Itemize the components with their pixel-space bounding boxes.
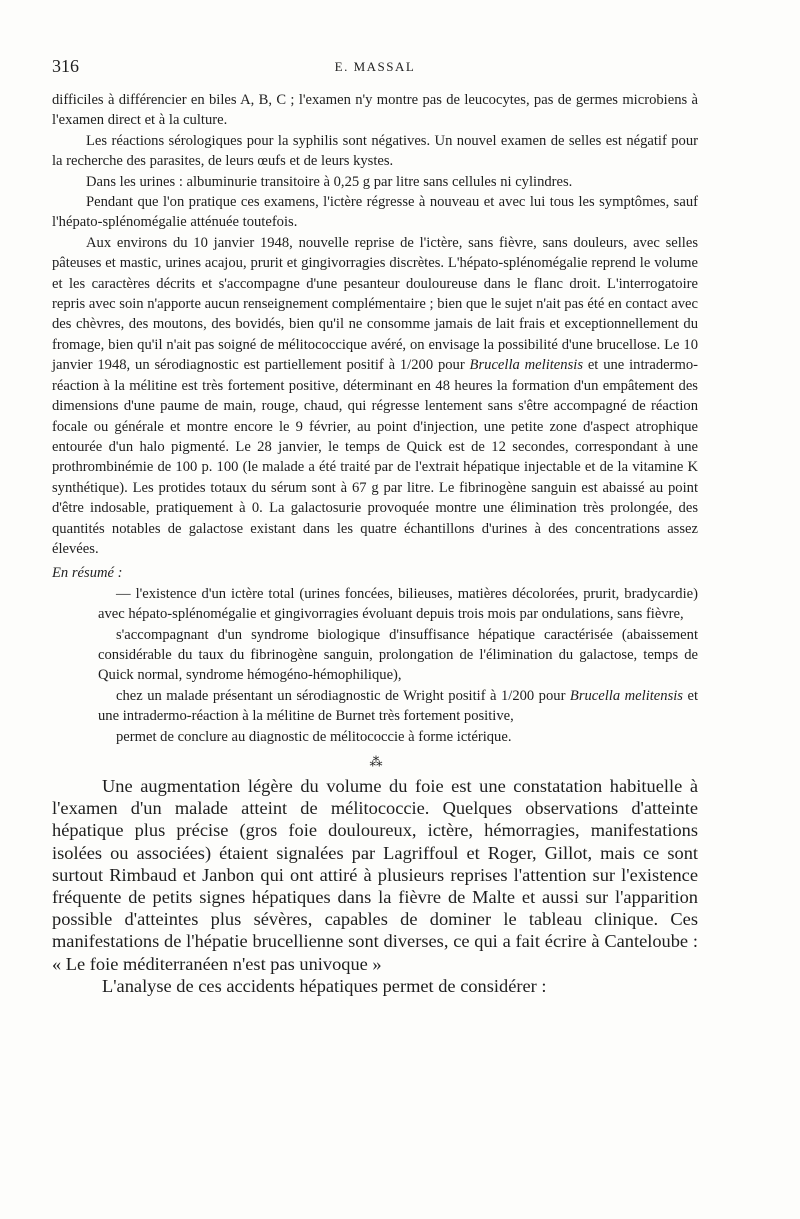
paragraph: L'analyse de ces accidents hépatiques permet de considérer : xyxy=(102,975,547,996)
summary-item: s'accompagnant d'un syndrome biologique d'insuffisance hépatique caractérisée (abaissement considérable du taux du fibrinogène sanguin, prolongation de l'élimination du galactose, temps de Quick normal, syndrome hémogéno-hémophilique), xyxy=(98,626,698,684)
asterism-divider: ⁂ xyxy=(369,754,381,769)
paragraph: Dans les urines : albuminurie transitoire à 0,25 g par litre sans cellules ni cylindres. xyxy=(86,173,573,190)
paragraph-text: Aux environs du 10 janvier 1948, nouvelle reprise de l'ictère, sans fièvre, sans douleurs, avec selles pâteuses et mastic, urines acajou, prurit et gingivorragies discrètes. L'hépato-splénomégalie reprend le volume et les caractères décrits et s'accompagne d'une pesanteur douloureuse dans le flanc droit. L'interrogatoire repris avec soin n'apporte aucun renseignement complémentaire ; bien que le sujet n'ait pas été en contact avec des chèvres, des moutons, des bovidés, bien qu'il ne consomme jamais de lait frais et exceptionnellement du fromage, bien qu'il n'ait pas soigné de mélitococcique avéré, on envisage la possibilité d'une brucellose. Le 10 janvier 1948, un sérodiagnostic est partiellement positif à 1/200 pour xyxy=(52,234,698,374)
paragraph: Une augmentation légère du volume du foie est une constatation habituelle à l'examen d'un malade atteint de mélitococcie. Quelques observations d'atteinte hépatique plus précise (gros foie douloureux, ictère, hémorragies, manifestations isolées ou associées) étaient signalées par Lagriffoul et Roger, Gillot, mais ce sont surtout Rimbaud et Janbon qui ont attiré à plusieurs reprises l'attention sur l'existence fréquente de petits signes hépatiques dans la fièvre de Malte et aussi sur l'apparition possible d'atteintes plus sévères, capables de dominer le tableau clinique. Ces manifestations de l'hépatie brucellienne sont diverses, ce qui a fait écrire à Canteloube : « Le foie méditerranéen n'est pas univoque » xyxy=(52,776,698,974)
paragraph: Pendant que l'on pratique ces examens, l'ictère régresse à nouveau et avec lui tous les symptômes, sauf l'hépato-splénomégalie atténuée toutefois. xyxy=(52,194,698,231)
page xyxy=(52,56,698,997)
summary-text: chez un malade présentant un sérodiagnostic de Wright positif à 1/200 pour xyxy=(116,687,570,704)
summary-item xyxy=(52,686,698,727)
page-header xyxy=(52,56,698,90)
case-report-text xyxy=(52,90,698,559)
species-name: Brucella melitensis xyxy=(569,687,683,704)
paragraph xyxy=(52,233,698,560)
summary-item: permet de conclure au diagnostic de mélitococcie à forme ictérique. xyxy=(116,728,512,745)
discussion-text xyxy=(52,775,698,997)
paragraph: Les réactions sérologiques pour la syphilis sont négatives. Un nouvel examen de selles est négatif pour la recherche des parasites, de leurs œufs et de leurs kystes. xyxy=(52,132,698,170)
summary-text: et une intradermo-réaction à la mélitine de Burnet très fortement positive, xyxy=(98,687,698,725)
paragraph: difficiles à différencier en biles A, B, C ; l'examen n'y montre pas de leucocytes, pas de germes microbiens à l'examen direct et à la culture. xyxy=(52,92,698,129)
running-head: E. MASSAL xyxy=(334,59,416,74)
summary-list xyxy=(52,584,698,747)
paragraph-text: et une intradermo-réaction à la mélitine est très fortement positive, déterminant en 48 heures la formation d'un empâtement des dimensions d'une paume de main, rouge, chaud, qui régresse lentement sans s'être accompagné de réaction focale ou générale et montre encore le 9 février, au point d'injection, une petite zone d'aspect atrophique entourée d'un halo pigmenté. Le 28 janvier, le temps de Quick est de 12 secondes, correspondant à une prothrombinémie de 100 p. 100 (le malade a été traité par de l'extrait hépatique injectable et de la vitamine K synthétique). Les protides totaux du sérum sont à 67 g par litre. Le fibrinogène sanguin est abaissé au point d'être indosable, pratiquement à 0. La galactosurie provoquée montre une élimination très prolongée, des quantités notables de galactose existant dans les quatre échantillons d'urines à des concentrations assez élevées. xyxy=(52,357,698,557)
species-name: Brucella melitensis xyxy=(469,357,583,374)
summary-item: — l'existence d'un ictère total (urines foncées, bilieuses, matières décolorées, prurit, bradycardie) avec hépato-splénomégalie et gingivorragies évoluant depuis trois mois par ondulations, sans fièvre, xyxy=(98,585,698,623)
page-number: 316 xyxy=(52,56,79,76)
summary-heading: En résumé : xyxy=(52,565,123,582)
